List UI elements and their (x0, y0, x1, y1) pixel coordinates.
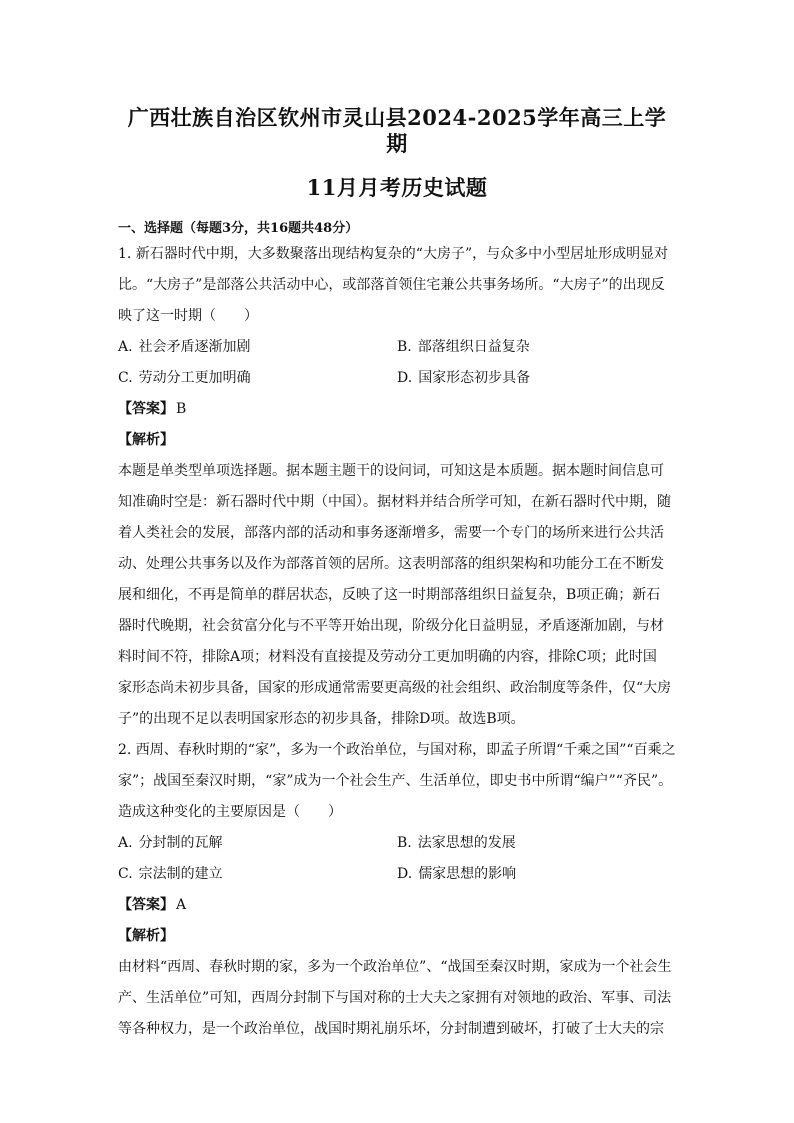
question-1-stem (118, 239, 676, 332)
document-title-line2: 11月月考历史试题 (306, 175, 488, 200)
analysis-line: 知准确时空是：新石器时代中期（中国）。据材料并结合所学可知，在新石器时代中期，随 (118, 494, 671, 510)
answer-line: 【答案】 A (118, 897, 187, 913)
question-2-options (118, 828, 676, 890)
analysis-heading: 【解析】 (118, 928, 174, 944)
question-1-options (118, 332, 676, 394)
stem-line: 2. 西周、春秋时期的“家”，多为一个政治单位，与国对称，即孟子所谓“千乘之国”“百乘之 (118, 742, 676, 758)
analysis-line: 本题是单类型单项选择题。据本题主题干的设问词，可知这是本质题。据本题时间信息可 (118, 463, 664, 479)
question-2-analysis (118, 952, 676, 1045)
answer-value: A (176, 897, 187, 913)
analysis-heading: 【解析】 (118, 432, 174, 448)
stem-line: 映了这一时期（ ） (118, 308, 258, 324)
document-title-line1: 广西壮族自治区钦州市灵山县2024-2025学年高三上学期 (127, 105, 667, 156)
question-2-stem (118, 735, 676, 828)
analysis-line: 产、生活单位”可知，西周分封制下与国对称的士大夫之家拥有对领地的政治、军事、司法 (118, 990, 672, 1006)
analysis-line: 展和细化，不再是简单的群居状态，反映了这一时期部落组织日益复杂，B项正确；新石 (118, 587, 661, 603)
option-c: C. 宗法制的建立 (118, 866, 223, 882)
stem-line: 家”；战国至秦汉时期，“家”成为一个社会生产、生活单位，即史书中所谓“编户”“齐民”。 (118, 773, 673, 789)
analysis-line: 家形态尚未初步具备，国家的形成通常需要更高级的社会组织、政治制度等条件，仅“大房 (118, 680, 672, 696)
analysis-line: 着人类社会的发展，部落内部的活动和事务逐渐增多，需要一个专门的场所来进行公共活 (118, 525, 664, 541)
analysis-line: 由材料“西周、春秋时期的家，多为一个政治单位”、“战国至秦汉时期，家成为一个社会生 (118, 959, 672, 975)
option-b: B. 法家思想的发展 (397, 835, 516, 851)
analysis-line: 动、处理公共事务以及作为部落首领的居所。这表明部落的组织架构和功能分工在不断发 (118, 556, 664, 572)
option-d: D. 国家形态初步具备 (397, 370, 531, 386)
analysis-line: 子”的出现不足以表明国家形态的初步具备，排除D项。故选B项。 (118, 711, 525, 727)
question-1 (118, 239, 676, 735)
option-b: B. 部落组织日益复杂 (397, 339, 530, 355)
analysis-line: 料时间不符，排除A项；材料没有直接提及劳动分工更加明确的内容，排除C项；此时国 (118, 649, 657, 665)
stem-line: 1. 新石器时代中期，大多数聚落出现结构复杂的“大房子”，与众多中小型居址形成明显对 (118, 246, 669, 262)
question-2 (118, 735, 676, 1045)
option-a: A. 社会矛盾逐渐加剧 (118, 339, 251, 355)
option-d: D. 儒家思想的影响 (397, 866, 517, 882)
section-heading: 一、选择题（每题3分，共16题共48分） (118, 221, 359, 236)
option-a: A. 分封制的瓦解 (118, 835, 223, 851)
analysis-line: 器时代晚期，社会贫富分化与不平等开始出现，阶级分化日益明显，矛盾逐渐加剧，与材 (118, 618, 664, 634)
analysis-line: 等各种权力，是一个政治单位，战国时期礼崩乐坏，分封制遭到破坏，打破了士大夫的宗 (118, 1021, 664, 1037)
answer-line: 【答案】 B (118, 401, 187, 417)
stem-line: 造成这种变化的主要原因是（ ） (118, 804, 342, 820)
stem-line: 比。“大房子”是部落公共活动中心，或部落首领住宅兼公共事务场所。“大房子”的出现反 (118, 277, 665, 293)
option-c: C. 劳动分工更加明确 (118, 370, 251, 386)
answer-value: B (176, 401, 187, 417)
question-1-analysis (118, 456, 676, 735)
